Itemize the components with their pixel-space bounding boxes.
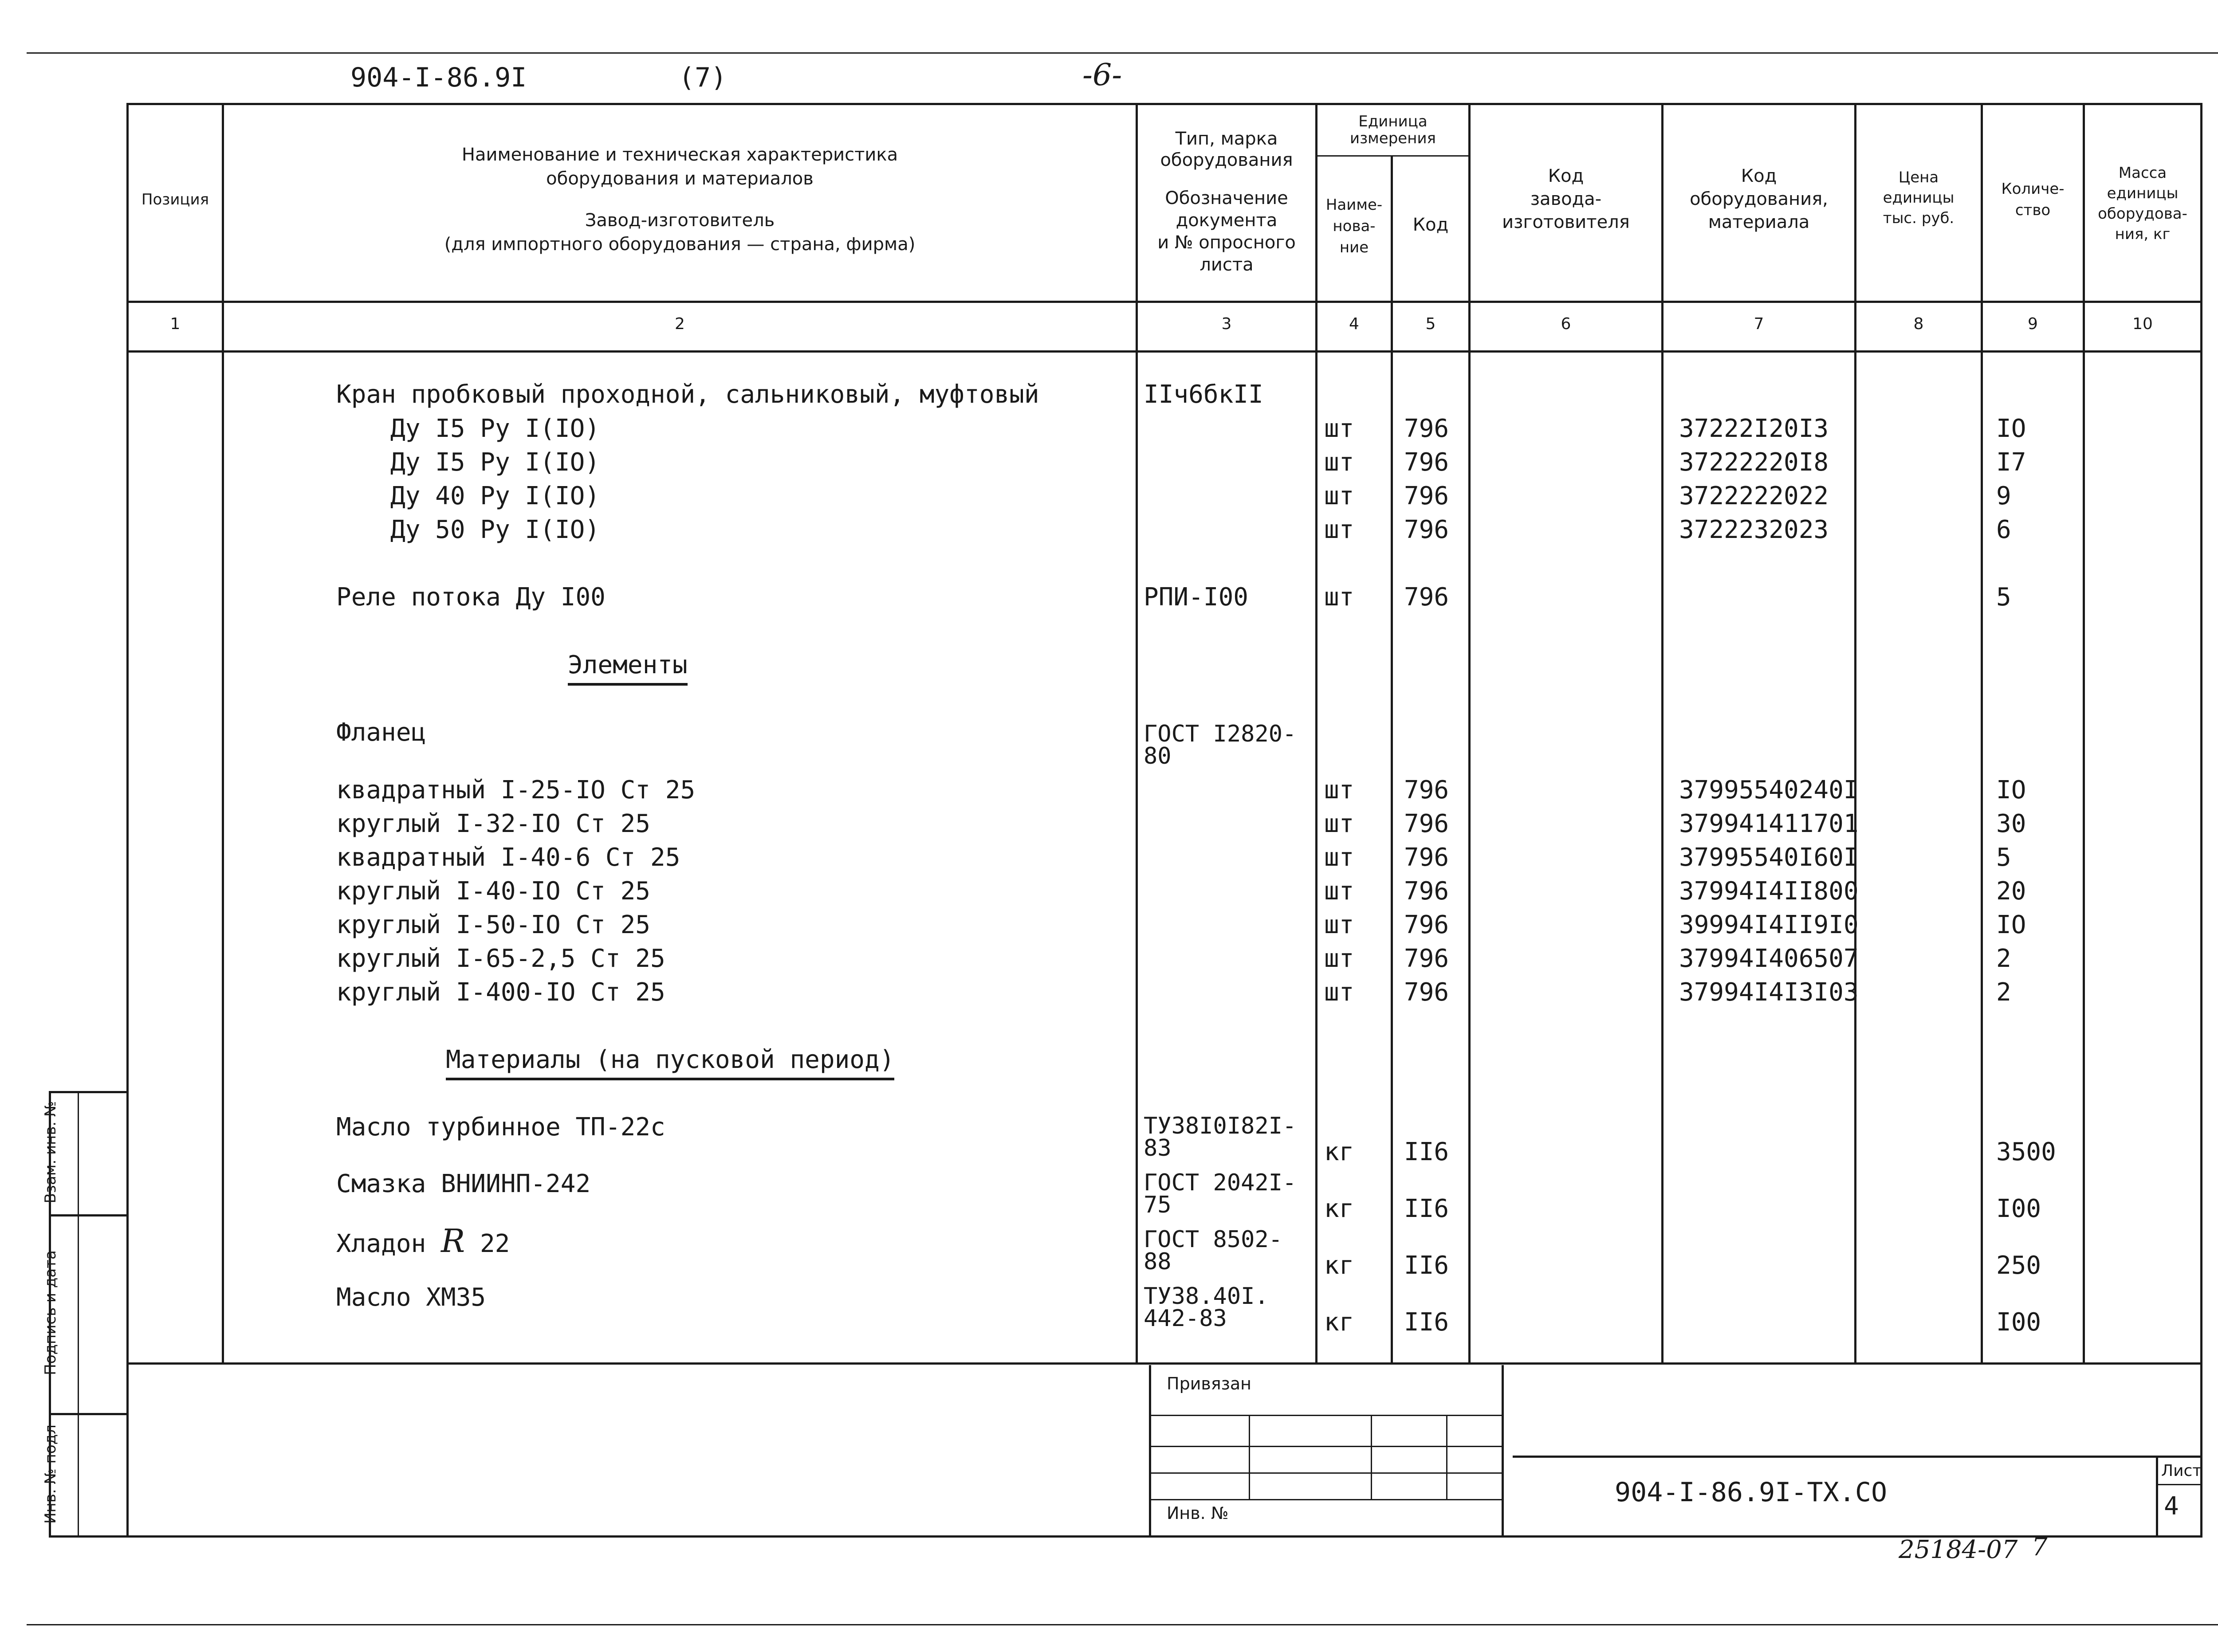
row-qty: IO [1996,910,2026,939]
row-name-handwritten: R [441,1222,465,1260]
frame-right-border [2200,103,2202,1535]
row-name: Ду I5 Ру I(IO) [390,448,600,477]
header-unit-name-line2: нова- [1333,217,1376,235]
row-name-tail: 22 [480,1229,510,1258]
top-doc-code: 904-I-86.9I [350,62,527,93]
row-name: Кран пробковый проходной, сальниковый, муфтовый [336,380,1039,409]
row-qty: 30 [1996,809,2026,838]
col-number-2: 2 [675,315,685,333]
row-code: 796 [1404,843,1449,872]
row-type-line2: 75 [1144,1192,1172,1218]
stamp-grid-line [1151,1446,1502,1447]
row-name: Смазка ВНИИНП-242 [336,1169,591,1198]
row-unit: шт [1324,448,1354,477]
row-code: II6 [1404,1251,1449,1280]
row-code: II6 [1404,1194,1449,1223]
row-qty: 5 [1996,583,2011,612]
stamp-tied-label: Привязан [1167,1374,1251,1393]
frame-top-border [126,103,2200,105]
archive-page: 7 [2032,1533,2048,1562]
row-equip-code: 379941411701 [1679,809,1859,838]
col-number-10: 10 [2132,315,2153,333]
row-name [336,1222,510,1260]
row-qty: 6 [1996,515,2011,544]
row-equip-code: 37222I20I3 [1679,414,1829,443]
header-bottom-line [126,301,2200,303]
col-number-8: 8 [1913,315,1924,333]
side-strip-top [49,1091,126,1093]
stamp-grid-divider [1371,1415,1372,1499]
page-trim-top [27,52,2218,54]
header-type-line5: и № опросного [1157,232,1296,253]
col-number-4: 4 [1349,315,1359,333]
side-label-inv-swap: Взам. инв. № [42,1101,59,1204]
header-unit-line1: Единица [1358,113,1428,130]
unit-subheader-line [1315,155,1468,157]
stamp-grid-line [1151,1415,1502,1416]
stamp-inv-label: Инв. № [1167,1503,1229,1523]
header-type-line3: Обозначение [1165,188,1288,208]
row-code: 796 [1404,809,1449,838]
stamp-left-border [1149,1365,1151,1535]
row-name: круглый I-50-IO Ст 25 [336,910,651,939]
row-equip-code: 3722232023 [1679,515,1829,544]
col-divider-1 [222,103,224,1362]
header-unit-line2: измерения [1349,129,1436,147]
row-qty: 9 [1996,482,2011,510]
col-number-6: 6 [1561,315,1571,333]
row-qty: 20 [1996,877,2026,906]
row-type: РПИ-I00 [1144,583,1249,612]
row-type-line2: 442-83 [1144,1305,1227,1332]
row-qty: 3500 [1996,1138,2056,1166]
row-unit: кг [1324,1308,1354,1337]
side-strip-line [49,1214,126,1216]
archive-number: 25184-07 [1899,1535,2018,1564]
section-heading-elements: Элементы [568,651,688,686]
header-unit-name-line3: ние [1339,239,1369,256]
header-position: Позиция [141,191,209,208]
header-mass-line2: единицы [2107,184,2179,202]
stamp-doc-code: 904-I-86.9I-ТХ.СО [1615,1477,1888,1508]
row-name: круглый I-400-IO Ст 25 [336,978,665,1007]
row-code: 796 [1404,448,1449,477]
row-unit: шт [1324,944,1354,973]
row-name-text: Хладон [336,1229,426,1258]
row-name: Масло турбинное ТП-22с [336,1113,665,1142]
col-number-3: 3 [1221,315,1232,333]
header-mass-line1: Масса [2118,164,2167,182]
col-number-1: 1 [170,315,181,333]
row-name: круглый I-40-IO Ст 25 [336,877,651,906]
stamp-grid-divider [1249,1415,1250,1499]
section-heading-materials: Материалы (на пусковой период) [446,1046,894,1080]
row-type-line1: ГОСТ 2042I- [1144,1169,1297,1196]
row-code: 796 [1404,776,1449,804]
stamp-sheet-line [2156,1484,2200,1485]
stamp-sheet-label: Лист [2161,1462,2202,1480]
col-number-5: 5 [1425,315,1436,333]
row-code: II6 [1404,1308,1449,1337]
side-strip-line [49,1413,126,1415]
stamp-grid-divider [1446,1415,1447,1499]
header-type-line6: листа [1199,255,1254,275]
stamp-mid-border [1502,1365,1504,1535]
header-equip-line2: оборудования, [1690,189,1828,209]
row-name: Масло ХМ35 [336,1283,486,1312]
row-unit: шт [1324,910,1354,939]
row-unit: шт [1324,978,1354,1007]
col-divider-6 [1661,103,1664,1362]
header-unit-name-line1: Наиме- [1325,196,1383,214]
row-equip-code: 37222220I8 [1679,448,1829,477]
stamp-grid-line [1151,1472,1502,1474]
col-divider-2 [1136,103,1138,1362]
row-name: Ду 50 Ру I(IO) [390,515,600,544]
header-mass-line3: оборудова- [2098,205,2187,223]
row-equip-code: 39994I4II9I0 [1679,910,1859,939]
header-equip-line3: материала [1708,212,1810,232]
row-code: 796 [1404,482,1449,510]
row-unit: шт [1324,877,1354,906]
stamp-grid-line [1151,1499,1502,1500]
stamp-code-top-line [1513,1456,2200,1458]
header-name-line1: Наименование и техническая характеристика [461,145,898,165]
side-strip-inner [78,1091,79,1535]
row-type-line2: 83 [1144,1135,1172,1162]
header-price-line2: единицы [1883,189,1955,207]
row-name: Ду I5 Ру I(IO) [390,414,600,443]
header-qty-line1: Количе- [2001,180,2065,198]
page-trim-bottom [27,1624,2218,1625]
row-type: IIч6бкII [1144,380,1263,409]
col-divider-4 [1391,155,1393,1362]
row-qty: 250 [1996,1251,2041,1280]
col-divider-5 [1468,103,1471,1362]
row-unit: кг [1324,1251,1354,1280]
frame-bottom-border [49,1535,2202,1538]
side-label-sign-date: Подпись и дата [42,1250,59,1375]
row-qty: IO [1996,776,2026,804]
row-unit: шт [1324,843,1354,872]
top-page-number: -6- [1082,58,1122,93]
header-price-line1: Цена [1898,169,1939,186]
row-unit: кг [1324,1138,1354,1166]
header-factory-line1: Код [1548,166,1584,186]
header-name-line2: оборудования и материалов [546,169,814,189]
row-unit: шт [1324,809,1354,838]
row-type-line2: 88 [1144,1248,1172,1275]
row-name: квадратный I-25-IO Ст 25 [336,776,696,804]
row-equip-code: 3722222022 [1679,482,1829,510]
row-qty: 5 [1996,843,2011,872]
row-unit: шт [1324,482,1354,510]
col-number-7: 7 [1754,315,1764,333]
row-code: 796 [1404,414,1449,443]
col-divider-3 [1315,103,1317,1362]
header-equip-line1: Код [1741,166,1777,186]
row-name: Реле потока Ду I00 [336,583,606,612]
header-unit-code: Код [1412,215,1449,235]
row-name: Ду 40 Ру I(IO) [390,482,600,510]
row-name: квадратный I-40-6 Ст 25 [336,843,680,872]
header-factory-line2: завода- [1530,189,1602,209]
row-type-line2: 80 [1144,743,1172,769]
header-type-line1: Тип, марка [1175,129,1278,149]
row-qty: I7 [1996,448,2026,477]
row-code: 796 [1404,515,1449,544]
col-divider-9 [2083,103,2085,1362]
row-code: 796 [1404,910,1449,939]
row-equip-code: 37995540240I [1679,776,1859,804]
header-type-line2: оборудования [1160,150,1293,170]
row-unit: шт [1324,414,1354,443]
row-equip-code: 37995540I60I [1679,843,1859,872]
top-page-marker: (7) [679,62,727,93]
row-unit: кг [1324,1194,1354,1223]
row-type-line1: ТУ38.40I. [1144,1283,1269,1310]
stamp-sheet-divider [2156,1456,2158,1535]
col-divider-7 [1854,103,1856,1362]
header-name-line3: Завод-изготовитель [585,210,775,231]
header-mass-line4: ния, кг [2115,225,2171,243]
row-type-line1: ГОСТ I2820- [1144,721,1297,747]
col-divider-8 [1981,103,1983,1362]
row-code: 796 [1404,583,1449,612]
row-code: 796 [1404,978,1449,1007]
row-qty: 2 [1996,978,2011,1007]
row-name: круглый I-65-2,5 Ст 25 [336,944,665,973]
row-unit: шт [1324,583,1354,612]
header-type-line4: документа [1176,210,1278,231]
row-qty: 2 [1996,944,2011,973]
row-qty: I00 [1996,1194,2041,1223]
table-bottom-line [126,1362,2200,1365]
side-label-inv-orig: Инв. № подл [42,1424,59,1524]
row-unit: шт [1324,776,1354,804]
col-number-9: 9 [2028,315,2038,333]
header-factory-line3: изготовителя [1502,212,1630,232]
row-equip-code: 37994I406507 [1679,944,1859,973]
row-equip-code: 37994I4II800 [1679,877,1859,906]
row-qty: I00 [1996,1308,2041,1337]
row-name: Фланец [336,718,426,747]
header-name-line4: (для импортного оборудования — страна, фирма) [444,234,916,255]
row-equip-code: 37994I4I3I03 [1679,978,1859,1007]
row-code: 796 [1404,877,1449,906]
row-code: II6 [1404,1138,1449,1166]
row-unit: шт [1324,515,1354,544]
header-qty-line2: ство [2015,201,2051,219]
stamp-sheet-number: 4 [2164,1492,2179,1521]
row-type-line1: ГОСТ 8502- [1144,1226,1283,1253]
header-price-line3: тыс. руб. [1883,209,1955,227]
row-code: 796 [1404,944,1449,973]
row-name: круглый I-32-IO Ст 25 [336,809,651,838]
row-qty: IO [1996,414,2026,443]
col-number-bottom-line [126,350,2200,353]
row-type-line1: ТУ38I0I82I- [1144,1113,1297,1139]
